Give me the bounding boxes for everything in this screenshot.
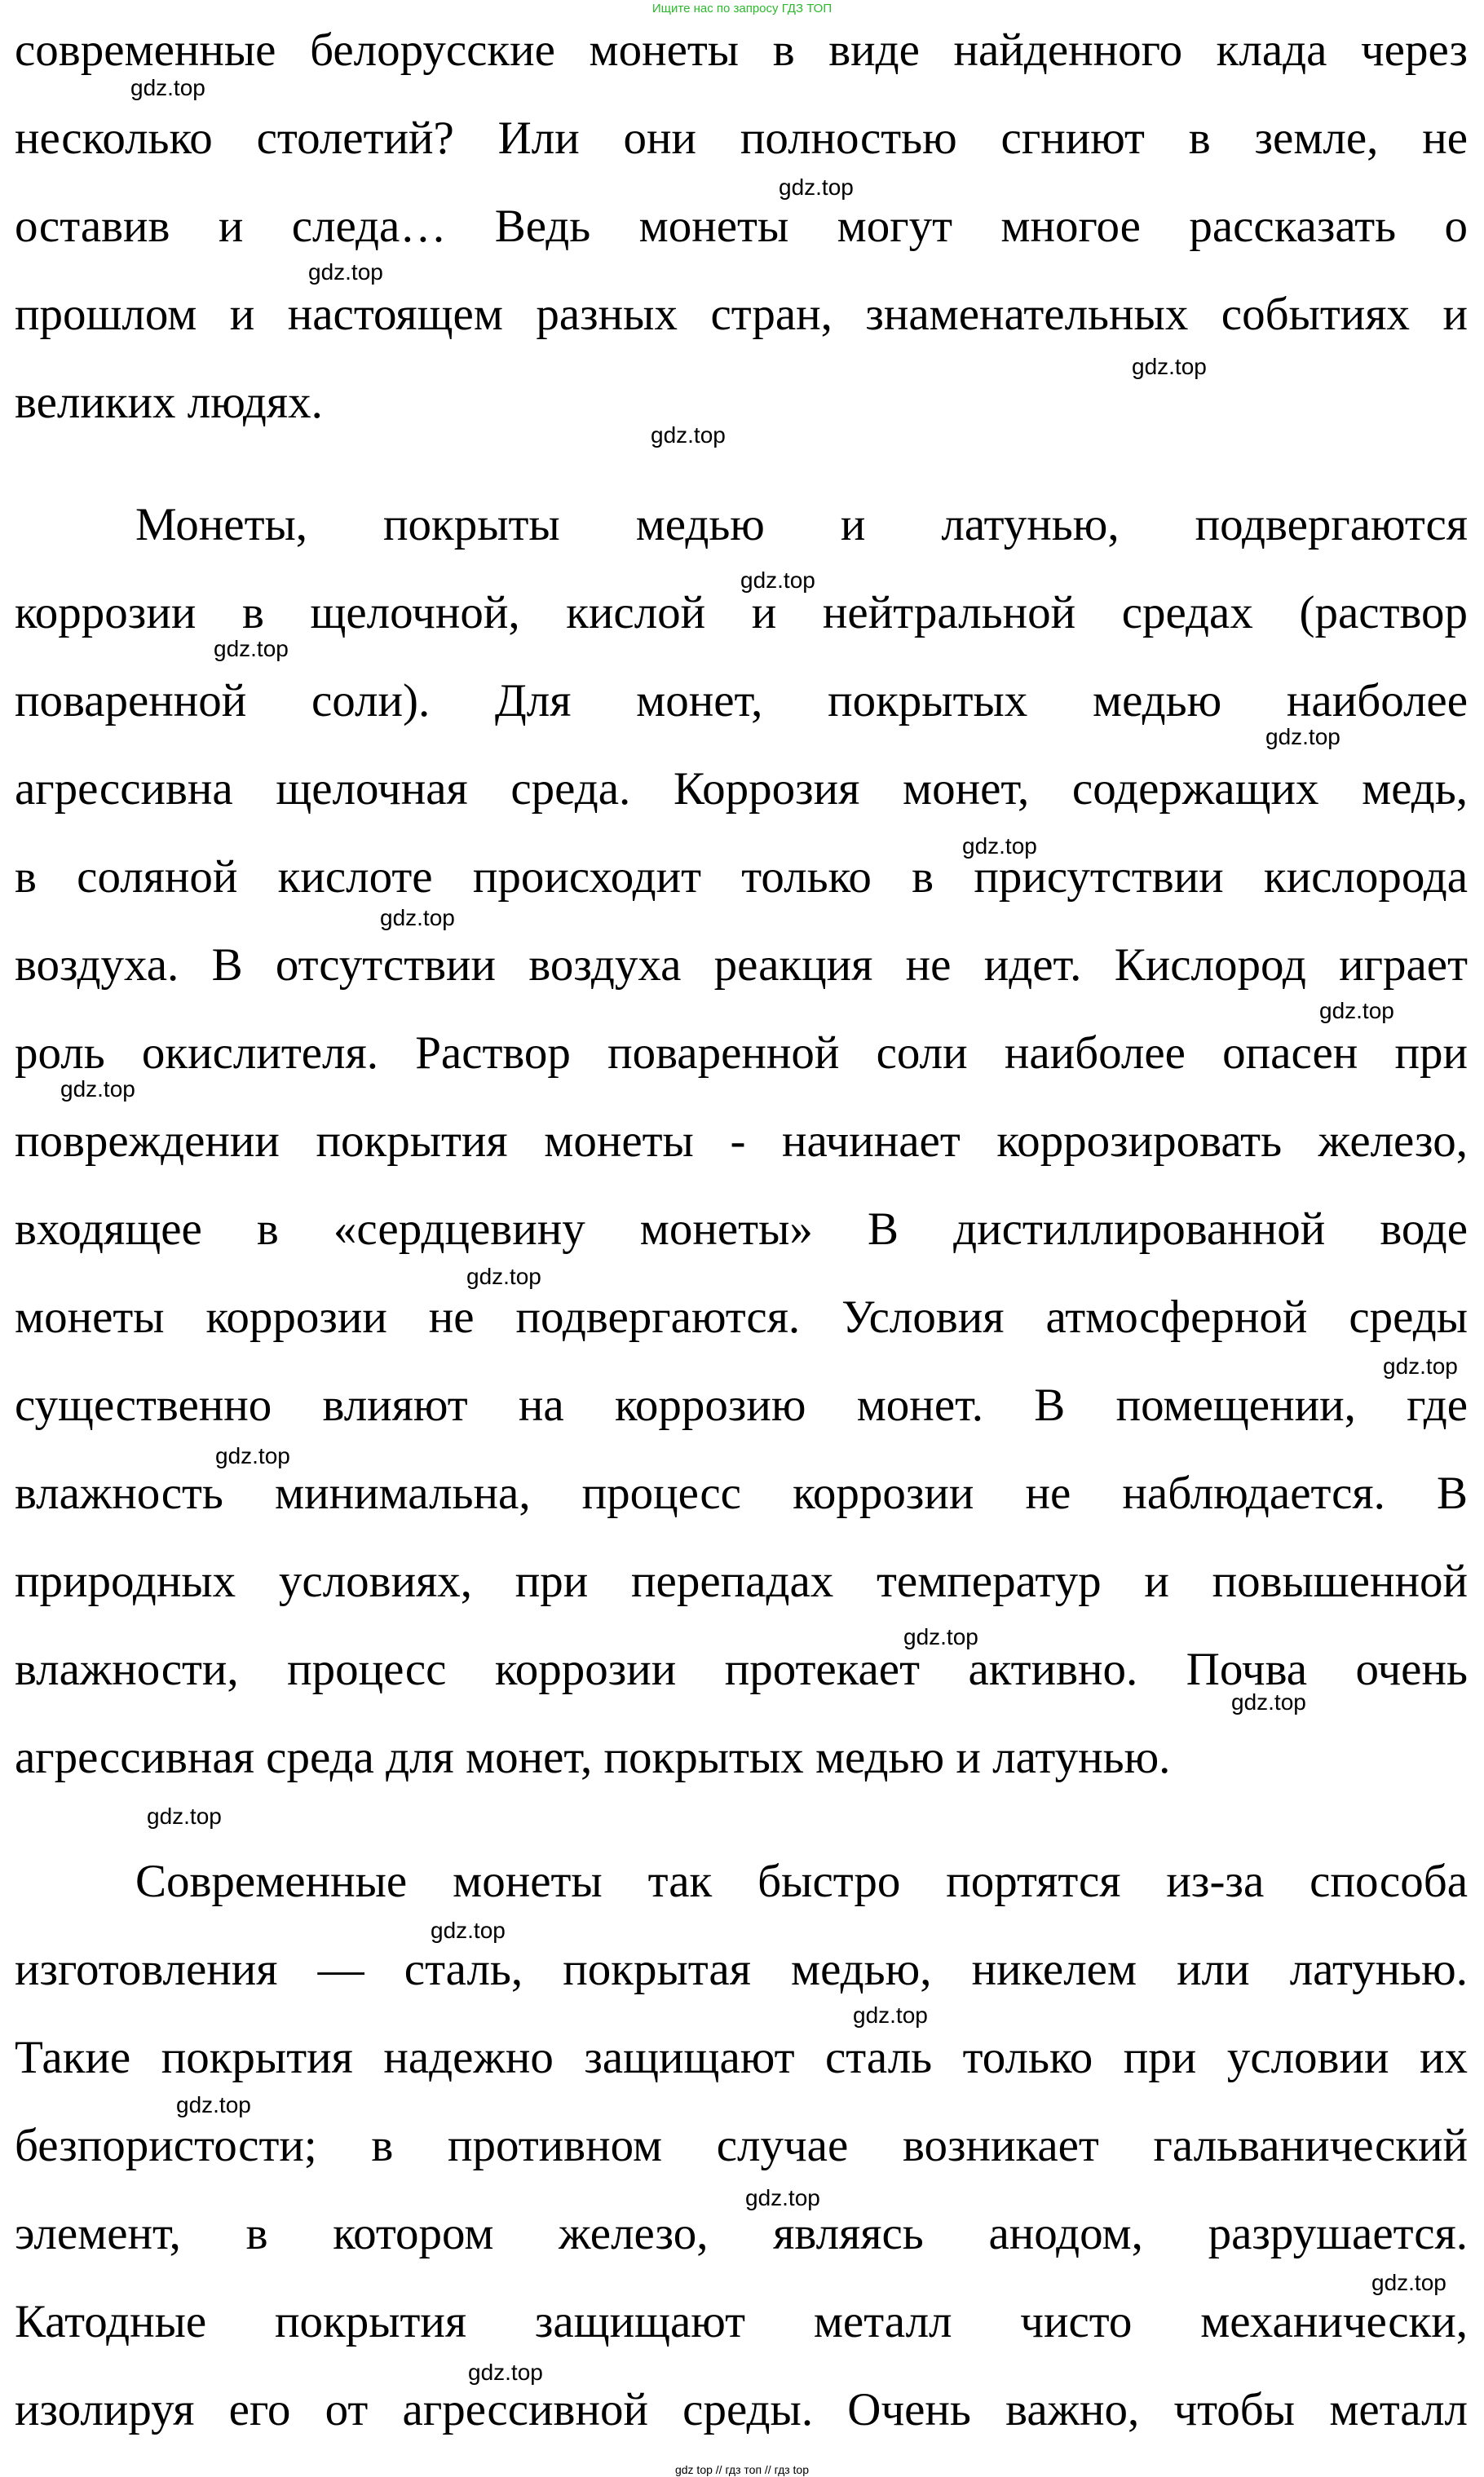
text-line: великих людях. <box>15 377 323 428</box>
watermark: gdz.top <box>215 1443 290 1468</box>
watermark: gdz.top <box>779 174 854 200</box>
watermark: gdz.top <box>1383 1353 1458 1379</box>
text-line: изолируя его от агрессивной среды. Очень важно, чтобы металл <box>15 2384 1468 2435</box>
watermark: gdz.top <box>60 1076 135 1102</box>
text-line: современные белорусские монеты в виде найденного клада через <box>15 24 1468 76</box>
text-line: существенно влияют на коррозию монет. В помещении, где <box>15 1380 1468 1431</box>
text-line: роль окислителя. Раствор поваренной соли наиболее опасен при <box>15 1027 1468 1079</box>
text-line: повреждении покрытия монеты - начинает коррозировать железо, <box>15 1115 1468 1167</box>
watermark: gdz.top <box>903 1624 978 1649</box>
watermark: gdz.top <box>1132 354 1207 379</box>
footer-watermark: gdz top // гдз топ // гдз top <box>674 2463 810 2476</box>
paragraph-start-line: Современные монеты так быстро портятся из-за способа <box>135 1856 1468 1907</box>
watermark: gdz.top <box>308 259 383 285</box>
text-line: входящее в «сердцевину монеты» В дистиллированной воде <box>15 1203 1468 1255</box>
watermark: gdz.top <box>214 636 289 661</box>
text-line: безпористости; в противном случае возникает гальванический <box>15 2120 1468 2171</box>
text-line: элемент, в котором железо, являясь анодом, разрушается. <box>15 2208 1468 2259</box>
text-line: несколько столетий? Или они полностью сгниют в земле, не <box>15 113 1468 164</box>
watermark: gdz.top <box>745 2185 820 2210</box>
watermark: gdz.top <box>176 2092 251 2117</box>
watermark: gdz.top <box>740 567 815 593</box>
watermark: gdz.top <box>1265 724 1340 749</box>
top-banner: Ищите нас по запросу ГДЗ ТОП <box>651 2 833 15</box>
text-line: прошлом и настоящем разных стран, знаменательных событиях и <box>15 289 1468 340</box>
watermark: gdz.top <box>1319 998 1394 1023</box>
text-line: изготовления — сталь, покрытая медью, никелем или латунью. <box>15 1944 1468 1995</box>
text-line: Такие покрытия надежно защищают сталь только при условии их <box>15 2032 1468 2083</box>
watermark: gdz.top <box>1371 2270 1446 2295</box>
watermark: gdz.top <box>1231 1689 1306 1715</box>
text-line: в соляной кислоте происходит только в присутствии кислорода <box>15 851 1468 903</box>
watermark: gdz.top <box>651 422 726 448</box>
watermark: gdz.top <box>468 2360 543 2385</box>
watermark: gdz.top <box>431 1918 506 1943</box>
text-line: оставив и следа… Ведь монеты могут многое рассказать о <box>15 201 1468 252</box>
text-line: влажность минимальна, процесс коррозии не наблюдается. В <box>15 1468 1468 1519</box>
watermark: gdz.top <box>147 1804 222 1829</box>
text-line: воздуха. В отсутствии воздуха реакция не идет. Кислород играет <box>15 939 1468 991</box>
paragraph-start-line: Монеты, покрыты медью и латунью, подвергаются <box>135 499 1468 550</box>
watermark: gdz.top <box>962 833 1037 859</box>
text-line: агрессивная среда для монет, покрытых медью и латунью. <box>15 1732 1171 1783</box>
text-line: природных условиях, при перепадах температур и повышенной <box>15 1556 1468 1607</box>
text-line: агрессивна щелочная среда. Коррозия монет, содержащих медь, <box>15 763 1468 815</box>
watermark: gdz.top <box>380 905 455 930</box>
text-line: коррозии в щелочной, кислой и нейтральной средах (раствор <box>15 587 1468 638</box>
text-line: монеты коррозии не подвергаются. Условия атмосферной среды <box>15 1291 1468 1343</box>
text-line: влажности, процесс коррозии протекает активно. Почва очень <box>15 1644 1468 1695</box>
watermark: gdz.top <box>853 2002 928 2028</box>
watermark: gdz.top <box>130 75 205 100</box>
watermark: gdz.top <box>466 1264 541 1289</box>
text-line: Катодные покрытия защищают металл чисто механически, <box>15 2296 1468 2347</box>
text-line: поваренной соли). Для монет, покрытых медью наиболее <box>15 675 1468 726</box>
